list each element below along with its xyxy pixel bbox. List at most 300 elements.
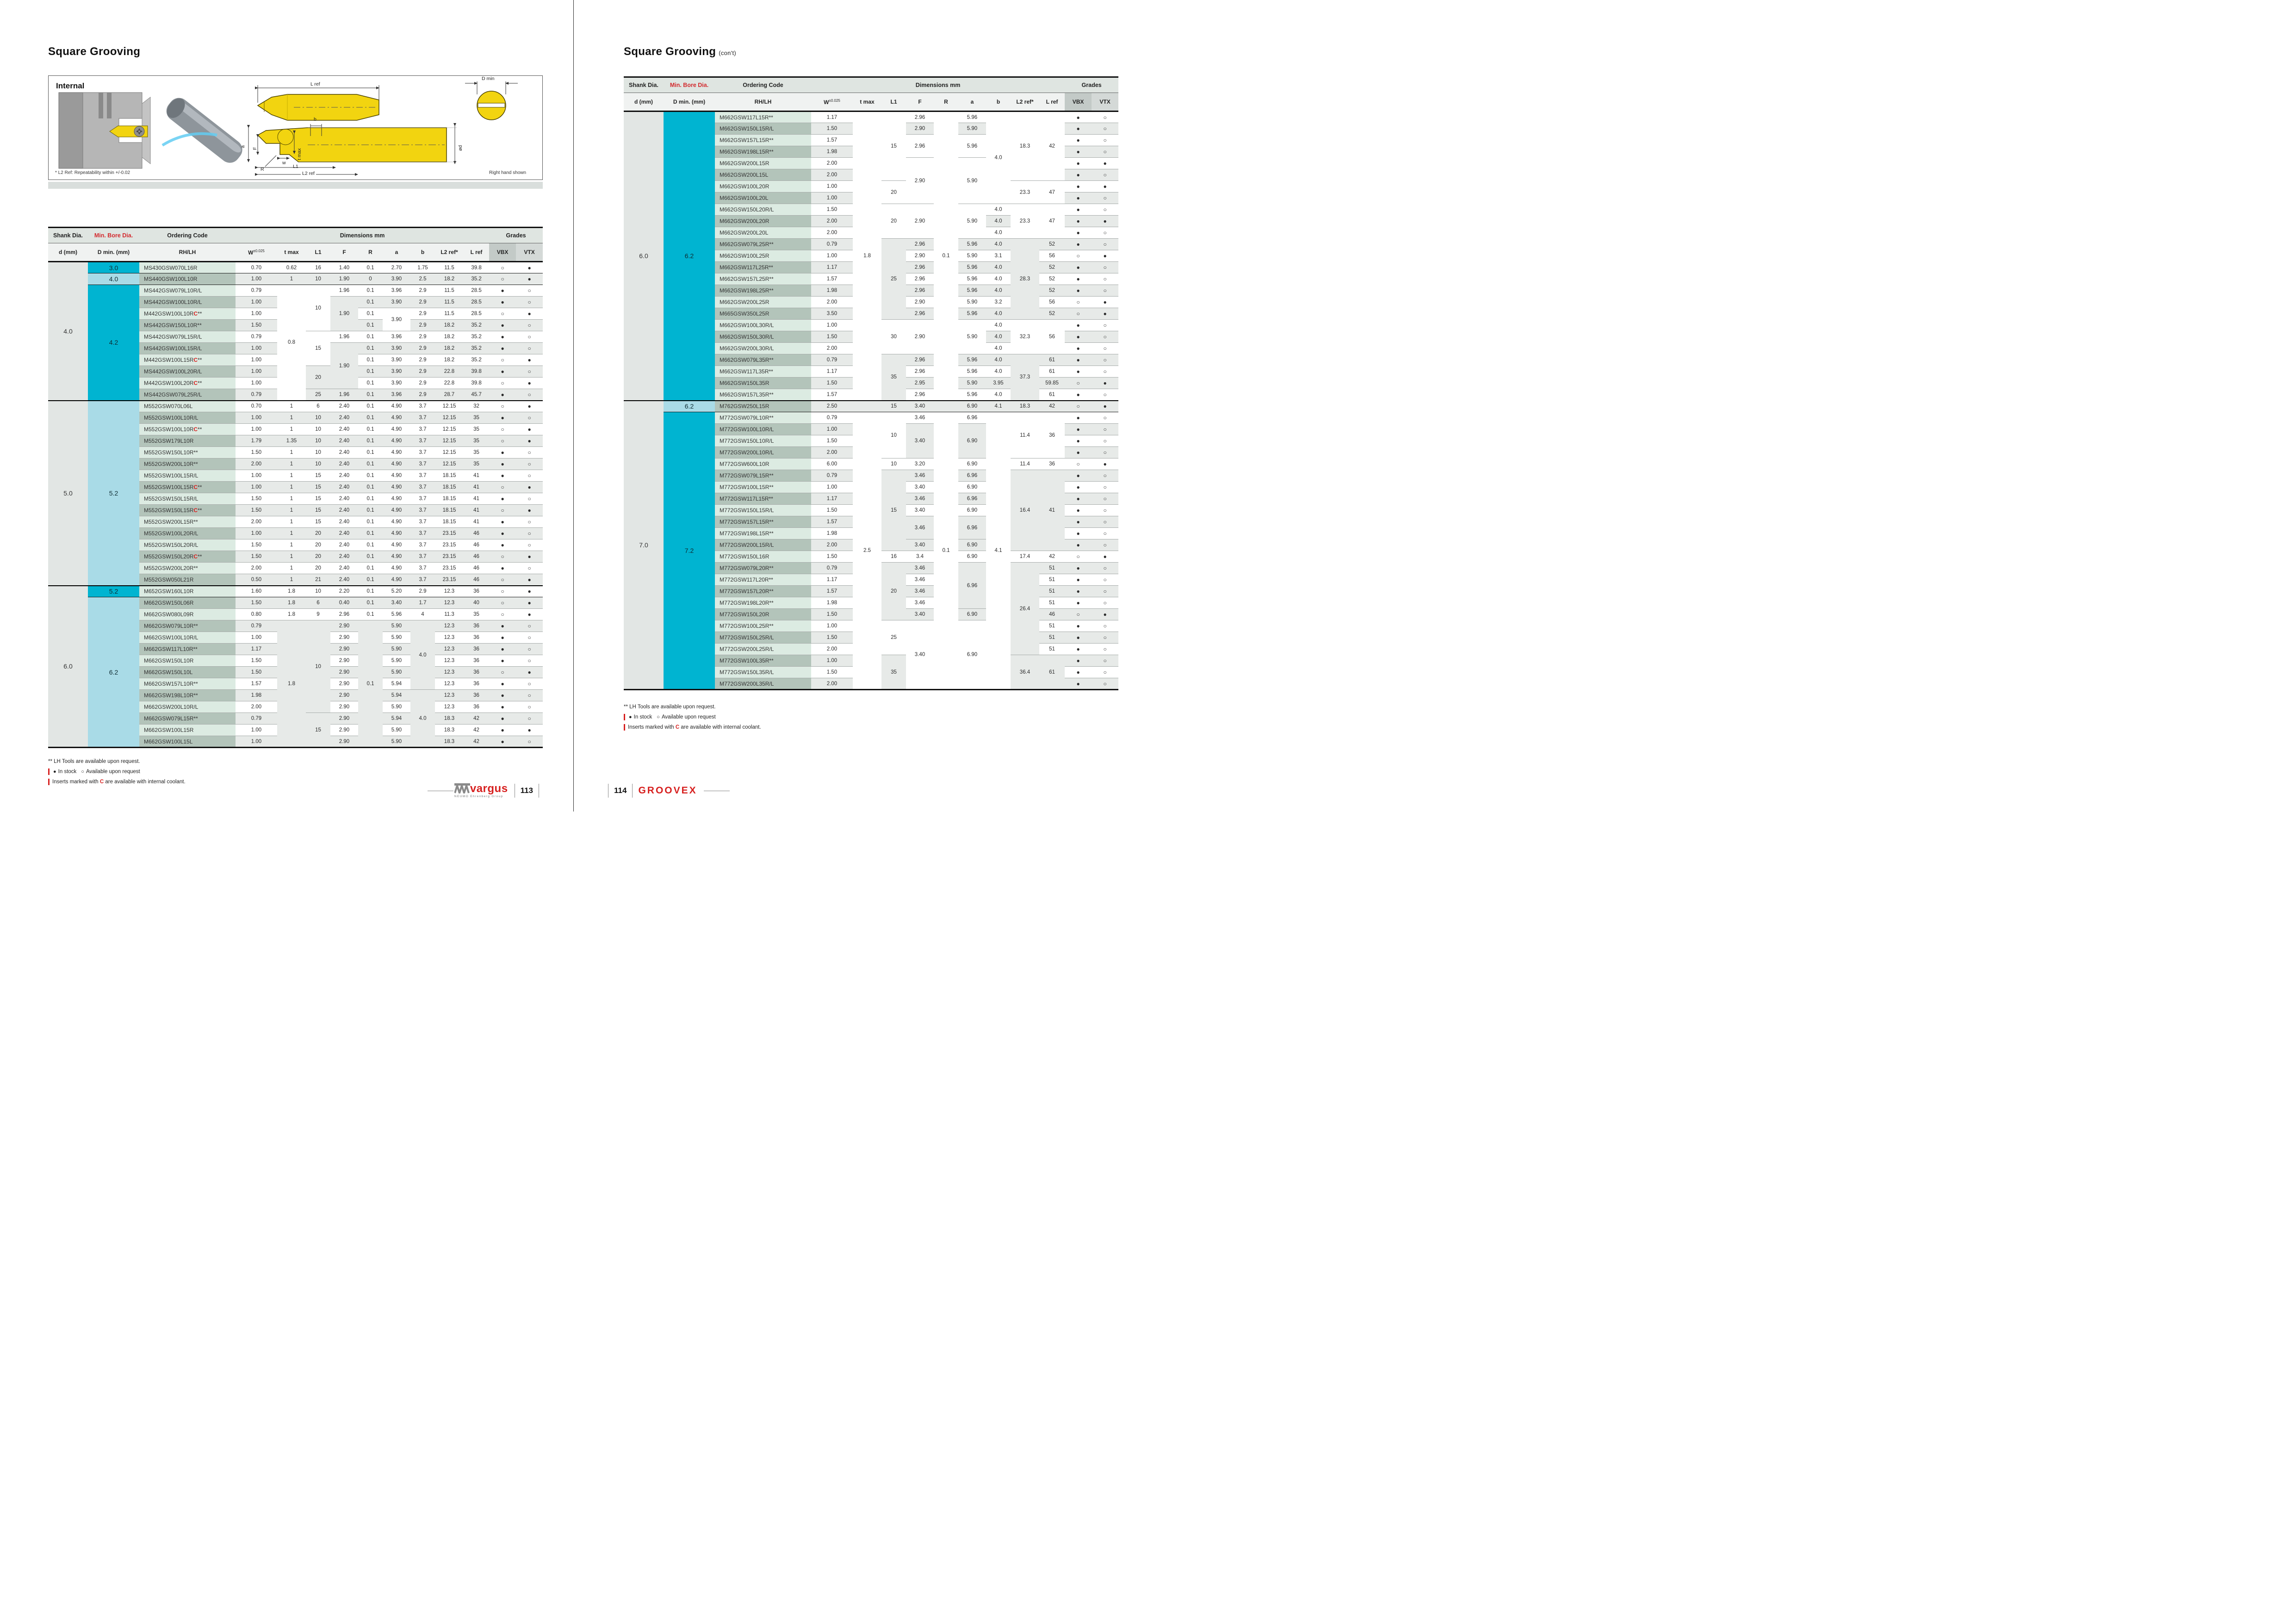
dim-cell: 3.96 — [383, 389, 410, 401]
dim-cell: 2.90 — [906, 250, 934, 262]
dim-cell: 6.90 — [958, 620, 986, 690]
page-footer — [428, 781, 545, 800]
ordering-code-cell: M772GSW079L10R** — [715, 412, 811, 424]
dim-cell: 2.96 — [906, 366, 934, 378]
sub-header: L1 — [881, 93, 906, 112]
ordering-code-cell: M662GSW100L30R/L — [715, 320, 811, 331]
ordering-code-cell: M662GSW150L35R — [715, 378, 811, 389]
grade-vbx-cell: ● — [1065, 169, 1092, 181]
grade-vtx-cell: ○ — [1092, 632, 1118, 644]
dim-cell: 61 — [1039, 389, 1065, 401]
dim-cell: 1.90 — [330, 343, 358, 389]
dim-cell: 1.50 — [811, 435, 853, 447]
dim-cell: 2.90 — [906, 204, 934, 239]
dim-cell: 0.50 — [236, 574, 277, 586]
dim-cell: 2.96 — [906, 389, 934, 401]
dim-cell: 2.00 — [811, 158, 853, 169]
dim-cell: 2.90 — [906, 297, 934, 308]
dim-cell: 20 — [306, 563, 330, 574]
dim-cell: 40 — [464, 597, 489, 609]
dim-cell: 2.5 — [853, 412, 881, 690]
grade-vbx-cell: ● — [1065, 343, 1092, 354]
ordering-code-cell: M662GSW100L20R — [715, 181, 811, 192]
dim-cell: 2.96 — [906, 239, 934, 250]
grade-vbx-cell: ○ — [489, 574, 516, 586]
grade-vbx-cell: ○ — [489, 482, 516, 493]
dim-cell: 4.0 — [410, 620, 435, 690]
dim-cell: 51 — [1039, 597, 1065, 609]
dim-cell: 0.1 — [358, 528, 383, 539]
sub-header: d (mm) — [48, 243, 88, 262]
grade-vbx-cell: ○ — [1065, 609, 1092, 620]
dim-cell: 4.90 — [383, 505, 410, 516]
dim-cell: 1.00 — [811, 482, 853, 493]
dim-cell: 61 — [1039, 366, 1065, 378]
dim-cell: 6.96 — [958, 470, 986, 482]
grade-vtx-cell: ○ — [1092, 343, 1118, 354]
dim-cell: 20 — [881, 563, 906, 620]
dim-cell: 4.0 — [986, 239, 1011, 250]
tmax-label: t max — [297, 148, 302, 160]
dim-cell: 6.90 — [958, 539, 986, 551]
dim-cell: 2.00 — [236, 516, 277, 528]
ordering-code-cell: M662GSW100L15R — [139, 725, 236, 736]
dim-cell: 6.90 — [958, 401, 986, 412]
dim-cell: 46 — [464, 563, 489, 574]
dim-cell: 15 — [881, 401, 906, 412]
dim-cell: 2.40 — [330, 574, 358, 586]
grade-vbx-cell: ● — [1065, 435, 1092, 447]
ordering-code-cell: M662GSW198L25R** — [715, 285, 811, 297]
dim-cell: 41 — [464, 482, 489, 493]
grade-vbx-cell: ○ — [489, 609, 516, 620]
dim-cell: 28.3 — [1011, 239, 1039, 320]
dim-cell: 2.00 — [811, 539, 853, 551]
grade-vbx-cell: ● — [1065, 424, 1092, 435]
dim-cell: 0.1 — [358, 424, 383, 435]
dim-cell: 23.15 — [435, 551, 464, 563]
dim-cell: 52 — [1039, 273, 1065, 285]
ordering-code-cell: M552GSW179L10R — [139, 435, 236, 447]
grade-vbx-cell: ● — [1065, 667, 1092, 678]
column-header: Grades — [489, 228, 543, 243]
grade-vtx-cell: ○ — [516, 539, 543, 551]
dim-cell: 3.7 — [410, 528, 435, 539]
dim-cell: 1.50 — [811, 331, 853, 343]
dim-cell: 12.15 — [435, 424, 464, 435]
dim-cell: 4.0 — [986, 308, 1011, 320]
ordering-code-cell: MS442GSW100L20R/L — [139, 366, 236, 378]
dim-cell: 0.1 — [358, 308, 383, 320]
tool-photo-graphic — [162, 94, 247, 167]
dim-cell: 2.00 — [811, 447, 853, 458]
dim-cell: 37.3 — [1011, 354, 1039, 401]
dim-cell: 1.8 — [853, 112, 881, 401]
grade-vtx-cell: ○ — [1092, 227, 1118, 239]
sub-header: $W^{\pm 0.025}$ — [236, 243, 277, 262]
dim-cell: 5.90 — [383, 644, 410, 655]
dim-cell: 5.96 — [958, 389, 986, 401]
grade-vtx-cell: ● — [516, 609, 543, 620]
dim-cell: 5.90 — [383, 701, 410, 713]
dim-cell: 3.7 — [410, 563, 435, 574]
dim-cell: 1.7 — [410, 597, 435, 609]
grade-vtx-cell: ○ — [1092, 366, 1118, 378]
dim-cell: 52 — [1039, 285, 1065, 297]
dim-cell: 2.90 — [906, 320, 934, 354]
grade-vbx-cell: ● — [1065, 227, 1092, 239]
dim-cell: 0.1 — [358, 366, 383, 378]
grade-vbx-cell: ● — [489, 644, 516, 655]
w-label: w — [282, 160, 286, 166]
dim-cell: 1.50 — [811, 123, 853, 135]
ordering-code-cell: M662GSW200L25R — [715, 297, 811, 308]
dim-cell: 36 — [464, 690, 489, 701]
grade-vbx-cell: ○ — [1065, 458, 1092, 470]
ordering-code-cell: M665GSW350L25R — [715, 308, 811, 320]
lh-tools-note: ** LH Tools are available upon request. — [624, 704, 716, 710]
dim-cell: 5.94 — [383, 713, 410, 725]
grade-vtx-cell: ● — [1092, 458, 1118, 470]
red-bar — [48, 768, 50, 775]
dim-cell: 0.79 — [811, 563, 853, 574]
ordering-code-cell: M772GSW200L35R/L — [715, 678, 811, 690]
grade-vtx-cell: ● — [516, 354, 543, 366]
dim-cell: 22.8 — [435, 366, 464, 378]
dim-cell: 16.4 — [1011, 470, 1039, 551]
dim-cell: 5.96 — [958, 112, 986, 123]
dim-cell: 4.90 — [383, 424, 410, 435]
ordering-code-cell: M772GSW150L16R — [715, 551, 811, 563]
grade-vbx-cell: ● — [489, 678, 516, 690]
grade-vbx-cell: ● — [1065, 204, 1092, 216]
dim-cell: 18.15 — [435, 493, 464, 505]
dim-cell: 3.7 — [410, 482, 435, 493]
sub-header: L1 — [306, 243, 330, 262]
grade-vtx-cell: ● — [1092, 181, 1118, 192]
dim-cell: 42 — [1039, 551, 1065, 563]
ordering-code-cell: M662GSW117L15R** — [715, 112, 811, 123]
page-number: 114 — [614, 786, 627, 795]
dim-cell: 1.50 — [236, 655, 277, 667]
ordering-code-cell: M662GSW150L15R/L — [715, 123, 811, 135]
ordering-code-cell: M552GSW070L06L — [139, 401, 236, 412]
dim-cell: 3.1 — [986, 250, 1011, 262]
dim-cell: 0.80 — [236, 609, 277, 620]
bore-dia-cell: 4.2 — [88, 285, 139, 401]
ordering-code-cell: M552GSW200L15R** — [139, 516, 236, 528]
ordering-code-cell: MS442GSW079L15R/L — [139, 331, 236, 343]
dim-cell: 1.50 — [236, 597, 277, 609]
ordering-code-cell: M662GSW117L25R** — [715, 262, 811, 273]
grooving-table-114 — [624, 76, 1118, 690]
dim-cell: 1.50 — [236, 539, 277, 551]
dim-cell: 35.2 — [464, 331, 489, 343]
grade-vtx-cell: ● — [1092, 158, 1118, 169]
dim-cell: 0.70 — [236, 401, 277, 412]
dim-cell: 1.79 — [236, 435, 277, 447]
dim-cell: 6.90 — [958, 424, 986, 458]
ordering-code-cell: M662GSW150L30R/L — [715, 331, 811, 343]
grade-vtx-cell: ○ — [516, 285, 543, 297]
dim-cell: 16 — [881, 551, 906, 563]
grade-vtx-cell: ● — [516, 262, 543, 273]
dim-cell: 4.0 — [986, 112, 1011, 204]
dim-cell: 28.7 — [435, 389, 464, 401]
dim-cell: 5.96 — [958, 366, 986, 378]
dim-cell: 15 — [306, 482, 330, 493]
dim-cell: 1.57 — [811, 586, 853, 597]
sub-header: RH/LH — [715, 93, 811, 112]
sub-header: $W^{\pm 0.025}$ — [811, 93, 853, 112]
dim-cell: 0.1 — [934, 412, 958, 690]
grade-vbx-cell: ● — [1065, 528, 1092, 539]
dim-cell: 35 — [464, 424, 489, 435]
bore-dia-cell: 5.2 — [88, 586, 139, 597]
dim-cell: 5.20 — [383, 586, 410, 597]
grade-vtx-cell: ○ — [1092, 482, 1118, 493]
grade-vtx-cell: ○ — [1092, 204, 1118, 216]
right-hand-shown-note: Right hand shown — [489, 170, 527, 175]
ordering-code-cell: M552GSW200L20R** — [139, 563, 236, 574]
dim-cell: 2.00 — [811, 227, 853, 239]
grade-vtx-cell: ○ — [516, 516, 543, 528]
shank-dia-cell: 6.0 — [624, 112, 664, 401]
dim-cell: 0.62 — [277, 262, 306, 273]
grade-vbx-cell: ● — [1065, 123, 1092, 135]
dim-cell: 1.00 — [811, 655, 853, 667]
dim-cell: 6.00 — [811, 458, 853, 470]
grade-vbx-cell: ● — [1065, 273, 1092, 285]
dim-cell: 1.00 — [236, 273, 277, 285]
grade-vtx-cell: ○ — [516, 620, 543, 632]
grade-vtx-cell: ● — [1092, 297, 1118, 308]
dim-cell: 2.00 — [236, 563, 277, 574]
dim-cell: 4.90 — [383, 574, 410, 586]
grade-vbx-cell: ● — [1065, 412, 1092, 424]
sub-header: D min. (mm) — [88, 243, 139, 262]
bore-dia-cell: 4.0 — [88, 273, 139, 285]
dim-cell: 5.90 — [958, 320, 986, 354]
ordering-code-cell: M662GSW079L10R** — [139, 620, 236, 632]
coolant-note: Inserts marked with C are available with internal coolant. — [624, 724, 761, 731]
dmin-label: D min — [482, 76, 495, 81]
grade-vtx-cell: ○ — [516, 412, 543, 424]
dim-cell: 1.00 — [236, 412, 277, 424]
dim-cell: 2.96 — [906, 273, 934, 285]
dim-cell: 10 — [306, 273, 330, 285]
ordering-code-cell: M552GSW150L20RC** — [139, 551, 236, 563]
sub-header: R — [934, 93, 958, 112]
dim-cell: 6.96 — [958, 493, 986, 505]
dim-cell: 2.96 — [906, 354, 934, 366]
dim-cell: 18.3 — [435, 736, 464, 748]
dim-cell: 23.15 — [435, 574, 464, 586]
dim-cell: 2.40 — [330, 539, 358, 551]
grade-vbx-cell: ● — [1065, 389, 1092, 401]
dim-cell: 1 — [277, 412, 306, 424]
workpiece-section-graphic — [59, 93, 150, 168]
dim-cell: 1.57 — [811, 135, 853, 146]
dim-cell: 15 — [881, 112, 906, 181]
ordering-code-cell: M442GSW100L15RC** — [139, 354, 236, 366]
bore-dia-cell: 7.2 — [664, 412, 715, 690]
catalog-table — [624, 76, 1118, 690]
dim-cell: 5.90 — [383, 667, 410, 678]
page-title: Square Grooving (con't) — [624, 45, 737, 58]
grade-vtx-cell: ○ — [1092, 516, 1118, 528]
grade-vbx-cell: ● — [1065, 574, 1092, 586]
grade-vtx-cell: ○ — [1092, 586, 1118, 597]
dim-cell: 1 — [277, 563, 306, 574]
dim-cell: 35.2 — [464, 343, 489, 354]
dim-cell: 0.1 — [358, 435, 383, 447]
dim-cell: 3.7 — [410, 493, 435, 505]
dim-cell: 6.90 — [958, 551, 986, 563]
dim-cell — [934, 401, 958, 412]
catalog-spread — [0, 0, 1148, 812]
dim-cell: 15 — [306, 331, 330, 366]
table-row — [624, 112, 1118, 123]
grade-vtx-cell: ○ — [1092, 424, 1118, 435]
dim-cell: 2.96 — [906, 135, 934, 158]
dim-cell: 12.15 — [435, 435, 464, 447]
dim-cell: 3.4 — [906, 551, 934, 563]
dim-cell: 6.96 — [958, 563, 986, 609]
dim-cell: 1.57 — [811, 516, 853, 528]
dim-cell: 1.50 — [811, 667, 853, 678]
ordering-code-cell: M772GSW079L20R** — [715, 563, 811, 574]
dim-cell: 2.00 — [811, 678, 853, 690]
grade-vbx-cell: ● — [489, 632, 516, 644]
grade-vtx-cell: ○ — [516, 320, 543, 331]
dim-cell: 12.15 — [435, 412, 464, 424]
grade-vtx-cell: ● — [516, 505, 543, 516]
grade-vtx-cell: ● — [1092, 308, 1118, 320]
dim-cell: 45.7 — [464, 389, 489, 401]
dim-cell: 3.7 — [410, 412, 435, 424]
grade-vbx-cell: ● — [1065, 482, 1092, 493]
ordering-code-cell: M662GSW200L15L — [715, 169, 811, 181]
grade-vbx-cell: ● — [1065, 239, 1092, 250]
dim-cell: 18.3 — [435, 725, 464, 736]
ordering-code-cell: M662GSW200L15R — [715, 158, 811, 169]
grade-vtx-cell: ○ — [1092, 620, 1118, 632]
dim-cell: 20 — [306, 539, 330, 551]
dim-cell: 12.15 — [435, 447, 464, 458]
grade-vbx-cell: ● — [489, 539, 516, 551]
grade-vtx-cell: ○ — [516, 632, 543, 644]
dim-cell: 3.7 — [410, 574, 435, 586]
grade-vtx-cell: ○ — [1092, 320, 1118, 331]
dim-cell: 1.00 — [236, 366, 277, 378]
dim-cell: 20 — [306, 366, 330, 389]
dim-cell: 35 — [464, 412, 489, 424]
dim-cell: 0 — [358, 273, 383, 285]
dim-cell: 2.40 — [330, 412, 358, 424]
ordering-code-cell: M662GSW150L10L — [139, 667, 236, 678]
ordering-code-cell: M662GSW157L25R** — [715, 273, 811, 285]
dim-cell: 2.9 — [410, 308, 435, 320]
ordering-code-cell: M662GSW150L20R/L — [715, 204, 811, 216]
dim-cell: 35.2 — [464, 273, 489, 285]
dim-cell: 6 — [306, 597, 330, 609]
dim-cell: 1.00 — [236, 297, 277, 308]
dim-cell: 12.15 — [435, 458, 464, 470]
grade-vbx-cell: ● — [1065, 366, 1092, 378]
dim-cell: 0.79 — [811, 239, 853, 250]
dim-cell: 15 — [306, 505, 330, 516]
grade-vtx-cell: ○ — [1092, 273, 1118, 285]
ordering-code-cell: M772GSW100L10R/L — [715, 424, 811, 435]
dim-cell: 1.50 — [236, 551, 277, 563]
dim-cell: 2.9 — [410, 389, 435, 401]
dim-cell: 2.40 — [330, 401, 358, 412]
ordering-code-cell: M772GSW157L15R** — [715, 516, 811, 528]
grade-vbx-cell: ● — [1065, 146, 1092, 158]
dim-cell: 17.4 — [1011, 551, 1039, 563]
dim-cell: 0.1 — [358, 354, 383, 366]
dim-cell: 11.4 — [1011, 412, 1039, 458]
dim-cell: 1 — [277, 273, 306, 285]
grade-vtx-cell: ○ — [516, 563, 543, 574]
dim-cell: 4.90 — [383, 539, 410, 551]
grade-vbx-cell: ● — [1065, 216, 1092, 227]
dim-cell: 4.0 — [986, 343, 1011, 354]
column-header: Min. Bore Dia. — [664, 77, 715, 93]
dim-cell: 18.15 — [435, 505, 464, 516]
grade-vbx-cell: ● — [489, 447, 516, 458]
dim-cell: 1.96 — [330, 389, 358, 401]
dim-cell: 11.5 — [435, 297, 464, 308]
ordering-code-cell: M762GSW250L15R — [715, 401, 811, 412]
grade-vtx-cell: ● — [1092, 401, 1118, 412]
dim-cell: 28.5 — [464, 285, 489, 297]
grade-vtx-cell: ○ — [516, 713, 543, 725]
dim-cell: 5.90 — [383, 620, 410, 632]
grade-vtx-cell: ● — [516, 424, 543, 435]
r-label: R — [261, 167, 264, 172]
dim-cell: 18.2 — [435, 331, 464, 343]
dim-cell: 4.90 — [383, 412, 410, 424]
dim-cell: 1.50 — [811, 378, 853, 389]
dim-cell: 2.96 — [906, 308, 934, 320]
dim-cell: 4.90 — [383, 563, 410, 574]
dim-cell: 1.00 — [236, 470, 277, 482]
grade-vbx-cell: ○ — [1065, 401, 1092, 412]
dim-cell: 10 — [306, 586, 330, 597]
dim-cell: 3.46 — [906, 586, 934, 597]
dim-cell: 2.40 — [330, 528, 358, 539]
dim-cell: 1.50 — [811, 609, 853, 620]
ordering-code-cell: MS430GSW070L16R — [139, 262, 236, 273]
dim-cell: 5.90 — [958, 378, 986, 389]
bore-dia-cell: 6.2 — [664, 401, 715, 412]
dim-cell: 0.1 — [358, 574, 383, 586]
ordering-code-cell: MS442GSW079L25R/L — [139, 389, 236, 401]
dim-cell: 0.70 — [236, 262, 277, 273]
dim-cell: 5.96 — [958, 135, 986, 158]
dim-cell: 3.7 — [410, 458, 435, 470]
dim-cell: 3.40 — [906, 539, 934, 551]
dim-cell: 0.1 — [358, 609, 383, 620]
dim-cell: 2.40 — [330, 435, 358, 447]
dim-cell: 1 — [277, 424, 306, 435]
grade-vtx-cell: ○ — [516, 343, 543, 354]
dim-cell: 2.9 — [410, 378, 435, 389]
dim-cell: 18.2 — [435, 273, 464, 285]
grade-vtx-cell: ● — [1092, 609, 1118, 620]
